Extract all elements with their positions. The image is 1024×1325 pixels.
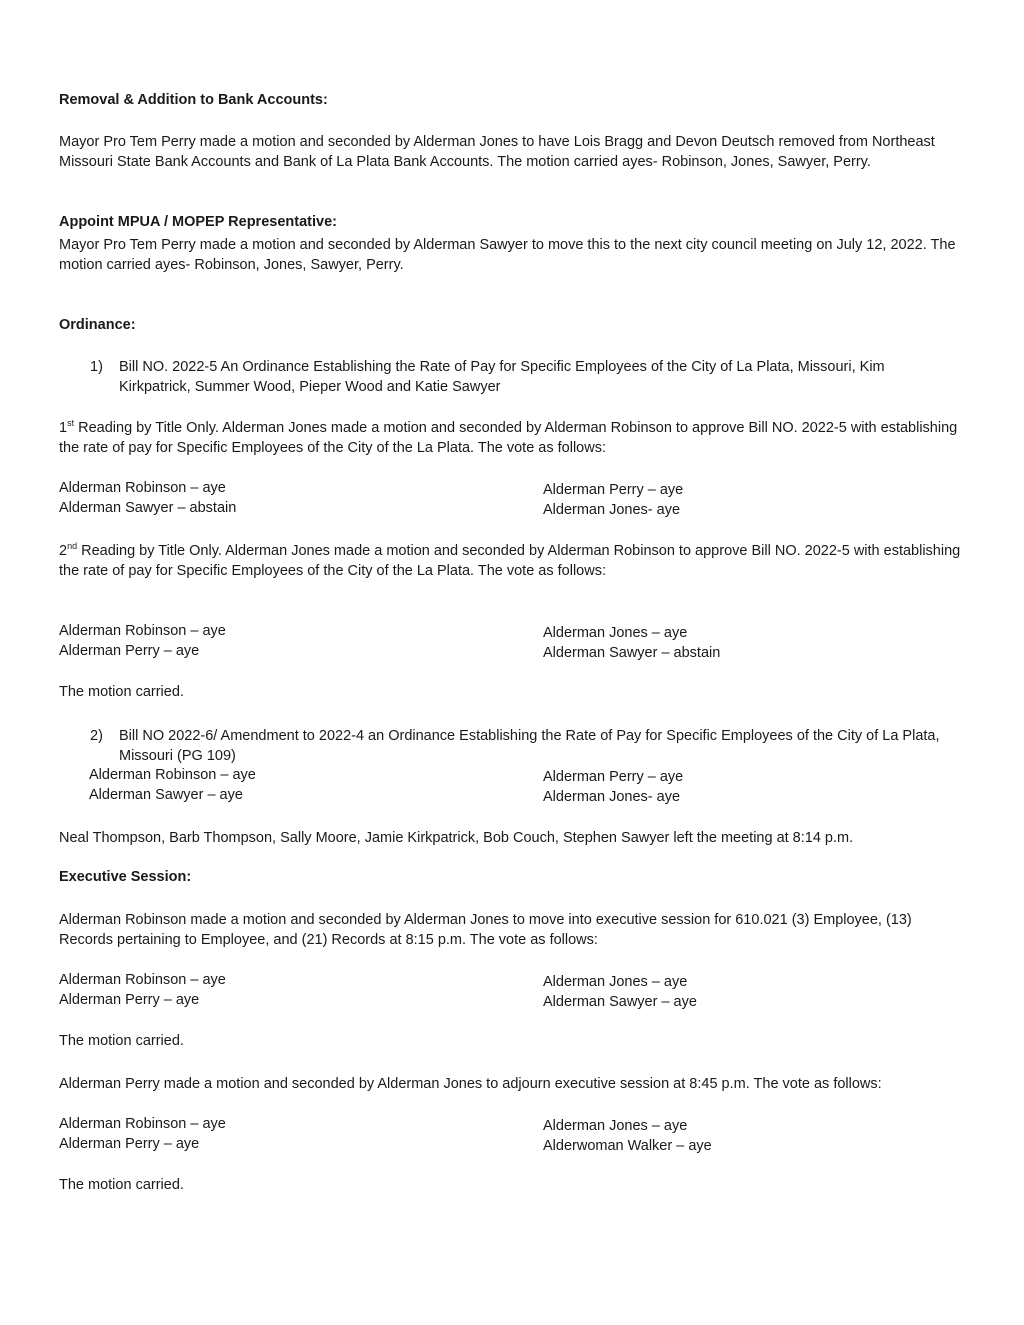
vote-list-left bbox=[59, 970, 379, 1010]
item-text: Bill NO 2022-6/ Amendment to 2022-4 an Ordinance Establishing the Rate of Pay for Specific Employees of the City of La Plata, Missouri (PG 109) bbox=[119, 728, 940, 764]
left-meeting-paragraph: Neal Thompson, Barb Thompson, Sally Moore, Jamie Kirkpatrick, Bob Couch, Stephen Sawyer left the meeting at 8:14 p.m. bbox=[59, 830, 854, 846]
item-number: 1) bbox=[90, 359, 103, 375]
vote-entry: Alderman Perry – aye bbox=[59, 1136, 200, 1152]
ordinal-number: 1 bbox=[59, 420, 68, 436]
vote-entry: Alderman Robinson – aye bbox=[59, 623, 226, 639]
second-reading-paragraph bbox=[59, 541, 964, 581]
vote-entry: Alderman Sawyer – abstain bbox=[543, 645, 721, 661]
item-text: Bill NO. 2022-5 An Ordinance Establishing the Rate of Pay for Specific Employees of the City of La Plata, Missouri, Kim Kirkpatrick, Summer Wood, Pieper Wood and Katie Sawyer bbox=[119, 359, 885, 395]
vote-entry: Alderman Jones – aye bbox=[543, 974, 688, 990]
vote-entry: Alderman Robinson – aye bbox=[59, 1116, 226, 1132]
reading-text: Reading by Title Only. Alderman Jones made a motion and seconded by Alderman Robinson to approve Bill NO. 2022-5 with establishing the rate of pay for Specific Employees of the City of the La Plata. The vote as follows: bbox=[59, 543, 961, 579]
first-reading-paragraph bbox=[59, 418, 964, 458]
adjourn-motion-paragraph: Alderman Perry made a motion and seconded by Alderman Jones to adjourn executive session at 8:45 p.m. The vote as follows: bbox=[59, 1076, 882, 1092]
item-number: 2) bbox=[90, 728, 103, 744]
vote-entry: Alderman Robinson – aye bbox=[59, 480, 226, 496]
motion-result: The motion carried. bbox=[59, 1033, 184, 1049]
vote-entry: Alderman Jones- aye bbox=[543, 502, 681, 518]
ordinal-number: 2 bbox=[59, 543, 68, 559]
vote-entry: Alderman Robinson – aye bbox=[59, 972, 226, 988]
vote-list-left bbox=[59, 621, 379, 661]
vote-list-right bbox=[543, 480, 863, 520]
vote-entry: Alderman Perry – aye bbox=[59, 992, 200, 1008]
mpua-heading: Appoint MPUA / MOPEP Representative: bbox=[59, 214, 337, 230]
vote-list-left bbox=[89, 765, 409, 805]
reading-text: Reading by Title Only. Alderman Jones made a motion and seconded by Alderman Robinson to approve Bill NO. 2022-5 with establishing the rate of pay for Specific Employees of the City of the La Plata. The vote as follows: bbox=[59, 420, 958, 456]
vote-entry: Alderwoman Walker – aye bbox=[543, 1138, 712, 1154]
vote-entry: Alderman Perry – aye bbox=[543, 482, 684, 498]
vote-entry: Alderman Sawyer – aye bbox=[543, 994, 697, 1010]
executive-session-heading: Executive Session: bbox=[59, 869, 192, 885]
vote-list-right bbox=[543, 972, 863, 1012]
bank-accounts-paragraph: Mayor Pro Tem Perry made a motion and seconded by Alderman Jones to have Lois Bragg and Devon Deutsch removed from Northeast Missouri State Bank Accounts and Bank of La Plata Bank Accounts. The motion carried ayes- Robinson, Jones, Sawyer, Perry. bbox=[59, 134, 935, 170]
vote-list-left bbox=[59, 1114, 379, 1154]
vote-list-left bbox=[59, 478, 379, 518]
vote-entry: Alderman Perry – aye bbox=[543, 769, 684, 785]
vote-entry: Alderman Jones- aye bbox=[543, 789, 681, 805]
vote-list-right bbox=[543, 623, 863, 663]
vote-entry: Alderman Robinson – aye bbox=[89, 767, 256, 783]
vote-entry: Alderman Jones – aye bbox=[543, 1118, 688, 1134]
mpua-paragraph: Mayor Pro Tem Perry made a motion and seconded by Alderman Sawyer to move this to the next city council meeting on July 12, 2022. The motion carried ayes- Robinson, Jones, Sawyer, Perry. bbox=[59, 237, 956, 273]
bank-accounts-heading: Removal & Addition to Bank Accounts: bbox=[59, 92, 328, 108]
vote-entry: Alderman Sawyer – aye bbox=[89, 787, 243, 803]
ordinal-suffix: nd bbox=[67, 541, 78, 552]
motion-result: The motion carried. bbox=[59, 1177, 184, 1193]
vote-list-right bbox=[543, 1116, 863, 1156]
vote-entry: Alderman Perry – aye bbox=[59, 643, 200, 659]
vote-entry: Alderman Sawyer – abstain bbox=[59, 500, 237, 516]
executive-motion-paragraph: Alderman Robinson made a motion and seconded by Alderman Jones to move into executive session for 610.021 (3) Employee, (13) Records pertaining to Employee, and (21) Records at 8:15 p.m. The vote as follows: bbox=[59, 912, 912, 948]
vote-list-right bbox=[543, 767, 863, 807]
ordinance-heading: Ordinance: bbox=[59, 317, 136, 333]
ordinal-suffix: st bbox=[67, 418, 75, 429]
motion-result: The motion carried. bbox=[59, 684, 184, 700]
vote-entry: Alderman Jones – aye bbox=[543, 625, 688, 641]
